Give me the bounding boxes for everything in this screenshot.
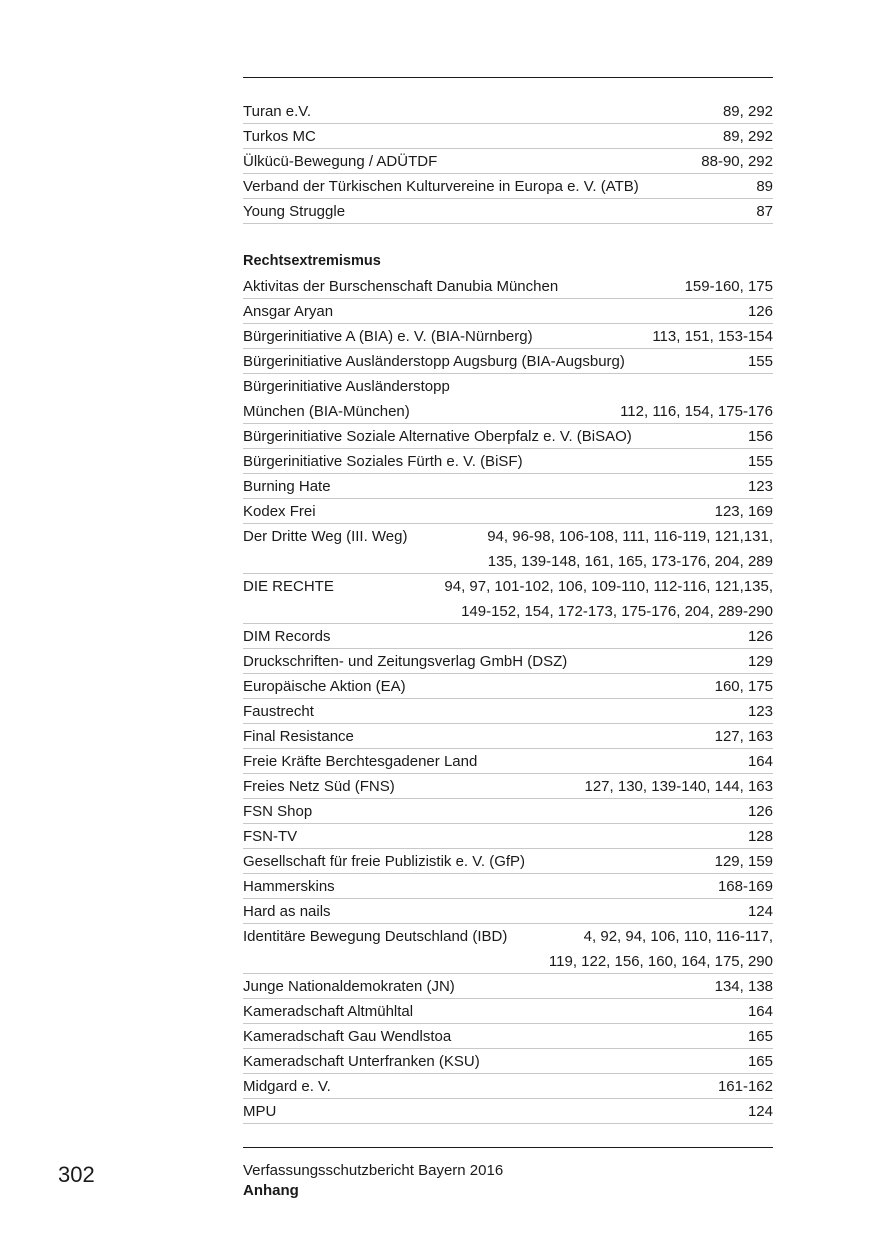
- entry-name-continued: München (BIA-München): [243, 403, 410, 420]
- entry-pages: 4, 92, 94, 106, 110, 116-117,: [583, 928, 773, 945]
- entry-pages: 155: [747, 353, 773, 370]
- entry-pages: 87: [756, 203, 773, 220]
- index-entry: [243, 199, 773, 224]
- index-entry: [243, 749, 773, 774]
- footer-title: Verfassungsschutzbericht Bayern 2016: [243, 1162, 504, 1179]
- entry-pages: 124: [747, 903, 773, 920]
- index-entry: [243, 1049, 773, 1074]
- index-entry: [243, 924, 773, 974]
- entry-pages: 134, 138: [714, 978, 773, 995]
- entry-name: Kodex Frei: [243, 503, 316, 520]
- index-entry: [243, 974, 773, 999]
- index-entry: [243, 299, 773, 324]
- entry-pages: 129, 159: [714, 853, 773, 870]
- footer-rule: [243, 1147, 773, 1148]
- entry-name: Freies Netz Süd (FNS): [243, 778, 395, 795]
- index-entry: [243, 674, 773, 699]
- index-entry: [243, 649, 773, 674]
- entry-pages: 123: [747, 703, 773, 720]
- entry-pages: 88-90, 292: [701, 153, 773, 170]
- section-heading: Rechtsextremismus: [243, 253, 381, 269]
- index-entry: [243, 424, 773, 449]
- entry-pages: 165: [747, 1053, 773, 1070]
- entry-pages-continued: 135, 139-148, 161, 165, 173-176, 204, 289: [487, 553, 773, 570]
- entry-name: Kameradschaft Gau Wendlstoa: [243, 1028, 452, 1045]
- entry-pages: 160, 175: [714, 678, 773, 695]
- entry-name: Bürgerinitiative A (BIA) e. V. (BIA-Nürnberg): [243, 328, 533, 345]
- entry-pages: 156: [747, 428, 773, 445]
- entry-name: Burning Hate: [243, 478, 331, 495]
- entry-pages: 126: [747, 803, 773, 820]
- entry-name: Final Resistance: [243, 728, 354, 745]
- index-entry: [243, 349, 773, 374]
- index-entry: [243, 774, 773, 799]
- entry-name: Hammerskins: [243, 878, 335, 895]
- entry-pages: 159-160, 175: [684, 278, 773, 295]
- entry-name: Bürgerinitiative Ausländerstopp: [243, 378, 450, 395]
- entry-name: Bürgerinitiative Ausländerstopp Augsburg (BIA-Augsburg): [243, 353, 625, 370]
- index-entry: [243, 124, 773, 149]
- index-entry: [243, 524, 773, 574]
- index-entry: [243, 449, 773, 474]
- entry-pages: 164: [747, 1003, 773, 1020]
- index-entry: [243, 699, 773, 724]
- entry-name: Europäische Aktion (EA): [243, 678, 406, 695]
- entry-name: Aktivitas der Burschenschaft Danubia München: [243, 278, 559, 295]
- index-entry: [243, 624, 773, 649]
- entry-name: Freie Kräfte Berchtesgadener Land: [243, 753, 478, 770]
- index-entry: [243, 324, 773, 349]
- entry-pages: 165: [747, 1028, 773, 1045]
- section-rechtsextremismus: [243, 249, 773, 1124]
- index-entry: [243, 824, 773, 849]
- index-entry: [243, 899, 773, 924]
- entry-name: Midgard e. V.: [243, 1078, 331, 1095]
- entry-name: Young Struggle: [243, 203, 346, 220]
- entry-pages: 113, 151, 153-154: [652, 328, 773, 345]
- entry-name: Druckschriften- und Zeitungsverlag GmbH (DSZ): [243, 653, 568, 670]
- entry-name: Junge Nationaldemokraten (JN): [243, 978, 455, 995]
- entry-pages: 126: [747, 303, 773, 320]
- entry-pages-continued: 149-152, 154, 172-173, 175-176, 204, 289-290: [461, 603, 773, 620]
- index-entry: [243, 149, 773, 174]
- index-entry: [243, 374, 773, 424]
- entry-pages: 161-162: [717, 1078, 773, 1095]
- entry-name: Hard as nails: [243, 903, 331, 920]
- entry-name: Turan e.V.: [243, 103, 312, 120]
- entry-name: Kameradschaft Altmühltal: [243, 1003, 414, 1020]
- entry-pages: 129: [747, 653, 773, 670]
- entry-name: Kameradschaft Unterfranken (KSU): [243, 1053, 480, 1070]
- entry-name: Der Dritte Weg (III. Weg): [243, 528, 408, 545]
- entry-name: FSN Shop: [243, 803, 313, 820]
- entry-name: Ülkücü-Bewegung / ADÜTDF: [243, 153, 438, 170]
- entry-pages: 94, 96-98, 106-108, 111, 116-119, 121,131,: [487, 528, 773, 545]
- entry-pages-continued: 119, 122, 156, 160, 164, 175, 290: [548, 953, 773, 970]
- index-entry: [243, 1099, 773, 1124]
- page-number: 302: [58, 1162, 95, 1187]
- entry-pages: 94, 97, 101-102, 106, 109-110, 112-116, 121,135,: [444, 578, 773, 595]
- index-entry: [243, 724, 773, 749]
- entry-name: Turkos MC: [243, 128, 316, 145]
- entry-name: FSN-TV: [243, 828, 298, 845]
- entry-pages: 124: [747, 1103, 773, 1120]
- index-entry: [243, 274, 773, 299]
- entry-pages: 127, 130, 139-140, 144, 163: [584, 778, 773, 795]
- index-entry: [243, 174, 773, 199]
- entry-pages: 127, 163: [714, 728, 773, 745]
- footer-subtitle: Anhang: [243, 1182, 299, 1199]
- section-other: [243, 99, 773, 224]
- entry-pages: 89, 292: [722, 128, 773, 145]
- entry-name: DIE RECHTE: [243, 578, 334, 595]
- entry-pages: 112, 116, 154, 175-176: [620, 403, 773, 420]
- entry-pages: 128: [747, 828, 773, 845]
- index-entry: [243, 99, 773, 124]
- index-entry: [243, 874, 773, 899]
- entry-name: DIM Records: [243, 628, 331, 645]
- entry-name: Verband der Türkischen Kulturvereine in Europa e. V. (ATB): [243, 178, 639, 195]
- index-entry: [243, 999, 773, 1024]
- entry-pages: 126: [747, 628, 773, 645]
- entry-pages: 155: [747, 453, 773, 470]
- index-entry: [243, 574, 773, 624]
- index-entry: [243, 474, 773, 499]
- entry-name: Bürgerinitiative Soziales Fürth e. V. (BiSF): [243, 453, 523, 470]
- top-rule: [243, 77, 773, 78]
- index-entry: [243, 499, 773, 524]
- index-entry: [243, 1074, 773, 1099]
- entry-pages: 164: [747, 753, 773, 770]
- entry-name: Gesellschaft für freie Publizistik e. V. (GfP): [243, 853, 526, 870]
- entry-name: Ansgar Aryan: [243, 303, 334, 320]
- entry-name: Faustrecht: [243, 703, 314, 720]
- entry-pages: 89, 292: [722, 103, 773, 120]
- index-entry: [243, 849, 773, 874]
- entry-pages: 168-169: [717, 878, 773, 895]
- entry-pages: 89: [756, 178, 773, 195]
- entry-name: Bürgerinitiative Soziale Alternative Oberpfalz e. V. (BiSAO): [243, 428, 632, 445]
- index-entry: [243, 799, 773, 824]
- entry-pages: 123: [747, 478, 773, 495]
- index-content: [243, 99, 773, 1124]
- index-entry: [243, 1024, 773, 1049]
- entry-name: MPU: [243, 1103, 277, 1120]
- entry-name: Identitäre Bewegung Deutschland (IBD): [243, 928, 508, 945]
- footer: [243, 1161, 503, 1201]
- entry-pages: 123, 169: [714, 503, 773, 520]
